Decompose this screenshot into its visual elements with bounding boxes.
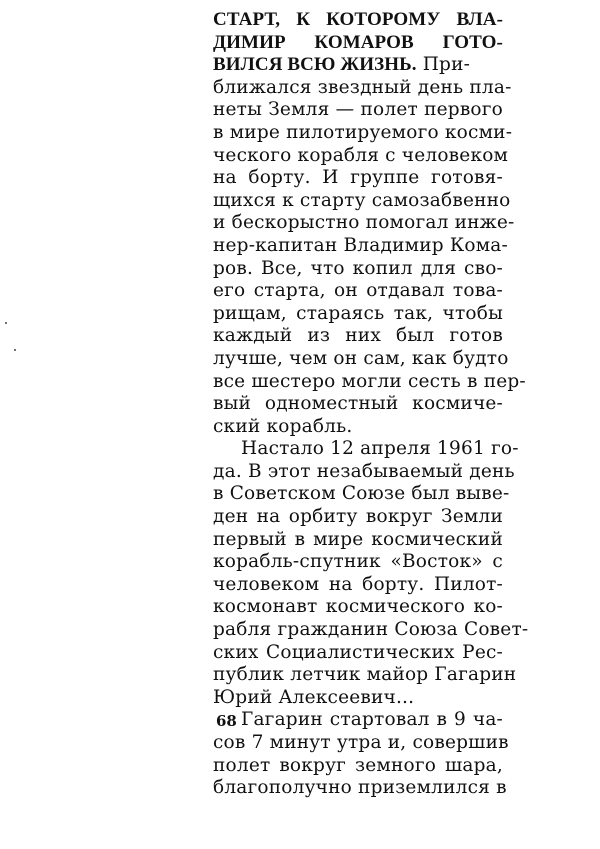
- text-line: ближался звездный день пла-: [213, 76, 512, 98]
- text-line: ров. Все, что копил для сво-: [213, 257, 503, 279]
- text-line: первый в мире космический: [213, 528, 503, 550]
- text-line: ских Социалистических Рес-: [213, 641, 503, 663]
- text-line: нер-капитан Владимир Кома-: [213, 234, 508, 256]
- page-number: 68: [216, 712, 237, 730]
- text-line: рищам, стараясь так, чтобы: [213, 302, 503, 324]
- text-line: каждый из них был готов: [213, 325, 503, 347]
- text-line: вый одноместный космиче-: [213, 393, 503, 415]
- text-line: благополучно приземлился в: [213, 777, 507, 799]
- text-line: и бескорыстно помогал инже-: [213, 212, 515, 234]
- text-line: корабль-спутник «Восток» с: [213, 551, 503, 573]
- text-line: человеком на борту. Пилот-: [213, 573, 503, 595]
- text-line: публик летчик майор Гагарин: [213, 664, 517, 686]
- heading-line: [213, 54, 503, 77]
- text-line: Юрий Алексеевич...: [213, 686, 415, 708]
- text-line: в мире пилотируемого косми-: [213, 121, 513, 143]
- text-line: все шестеро могли сесть в пер-: [213, 370, 526, 392]
- text-line: да. В этот незабываемый день: [213, 460, 515, 482]
- text-line: сов 7 минут утра и, совершив: [213, 732, 509, 753]
- text-line: на борту. И группе готовя-: [213, 167, 503, 189]
- text-line: Гагарин стартовал в 9 ча-: [241, 709, 503, 731]
- scan-speck: [5, 322, 7, 324]
- paragraph-start: При-: [416, 54, 471, 76]
- heading-end: ВИЛСЯ ВСЮ ЖИЗНЬ.: [213, 54, 417, 76]
- heading-line: СТАРТ, К КОТОРОМУ ВЛА-: [213, 9, 503, 30]
- paragraph-1: [213, 76, 526, 439]
- text-line: в Советском Союзе был выве-: [213, 483, 510, 505]
- paragraph-3: [213, 709, 509, 799]
- chapter-heading: [213, 9, 503, 77]
- text-line: лучше, чем он сам, как будто: [213, 347, 509, 369]
- text-line: полет вокруг земного шара,: [213, 754, 503, 776]
- text-line: Настало 12 апреля 1961 го-: [241, 438, 519, 460]
- text-line: космонавт космического ко-: [213, 596, 503, 618]
- text-line: щихся к старту самозабвенно: [213, 189, 511, 211]
- text-line: рабля гражданин Союза Совет-: [213, 619, 529, 641]
- paragraph-2: [213, 438, 529, 709]
- text-line: ден на орбиту вокруг Земли: [213, 506, 503, 528]
- text-line: ский корабль.: [213, 415, 353, 437]
- text-column: [213, 9, 529, 800]
- text-line: неты Земля — полет первого: [213, 99, 503, 121]
- scan-speck: [14, 349, 16, 351]
- text-line: ческого корабля с человеком: [213, 144, 509, 166]
- text-line: его старта, он отдавал това-: [213, 280, 503, 302]
- heading-line: ДИМИР КОМАРОВ ГОТО-: [213, 31, 503, 53]
